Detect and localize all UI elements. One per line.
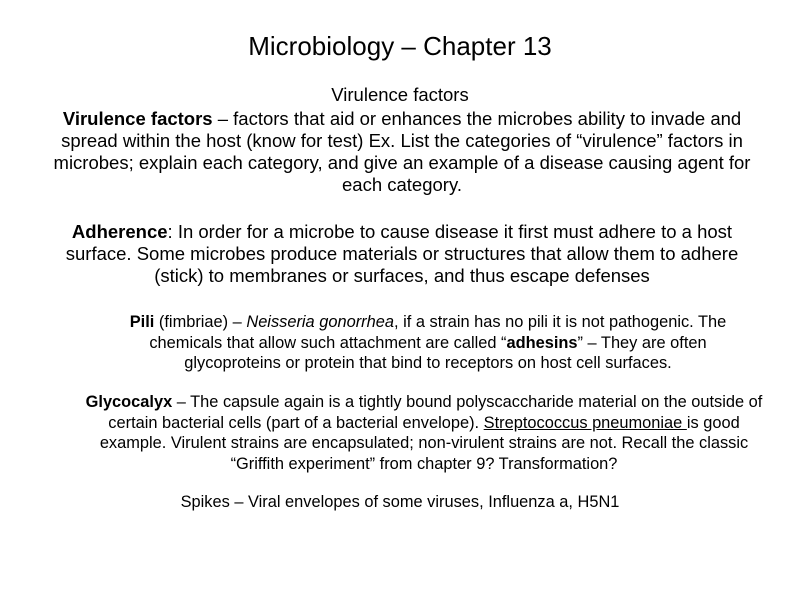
slide-title: Microbiology – Chapter 13 [248,31,552,61]
adherence-paragraph [40,221,764,287]
pili-organism: Neisseria gonorrhea [246,313,394,331]
adherence-term: Adherence [71,221,168,242]
pili-paragraph [106,312,750,374]
pili-text-a: (fimbriae) – [154,313,247,331]
glycocalyx-term: Glycocalyx [85,393,173,411]
slide-subtitle: Virulence factors [331,84,469,105]
glycocalyx-text-b: is good example. Virulent strains are encapsulated; non-virulent strains are not. Recall the classic “Griffith experiment” from chapter 9? Transformation? [99,413,749,473]
glycocalyx-text-a: – The capsule again is a tightly bound polyscaccharide material on the outside of certain bacterial cells (part of a bacterial envelope). [108,393,763,432]
pili-text-c: ” – They are often glycoproteins or protein that bind to receptors on host cell surfaces. [184,333,707,372]
virulence-factors-text: – factors that aid or enhances the microbes ability to invade and spread within the host (know for test) Ex. List the categories of “virulence” factors in microbes; explain each category, and give an example of a disease causing agent for each category. [53,108,751,195]
glycocalyx-organism: Streptococcus pneumoniae [483,413,687,432]
pili-term: Pili [129,313,155,331]
adhesins-term: adhesins [506,333,578,352]
virulence-factors-paragraph [40,108,764,196]
pili-text-b: , if a strain has no pili it is not pathogenic. The chemicals that allow such attachment are called “ [149,313,727,352]
spikes-paragraph: Spikes – Viral envelopes of some viruses, Influenza a, H5N1 [180,493,620,511]
adherence-text: : In order for a microbe to cause disease it first must adhere to a host surface. Some microbes produce materials or structures that allow them to adhere (stick) to membranes or surfaces, and thus escape defenses [65,221,739,286]
glycocalyx-paragraph [74,392,774,474]
virulence-factors-term: Virulence factors [62,108,213,129]
